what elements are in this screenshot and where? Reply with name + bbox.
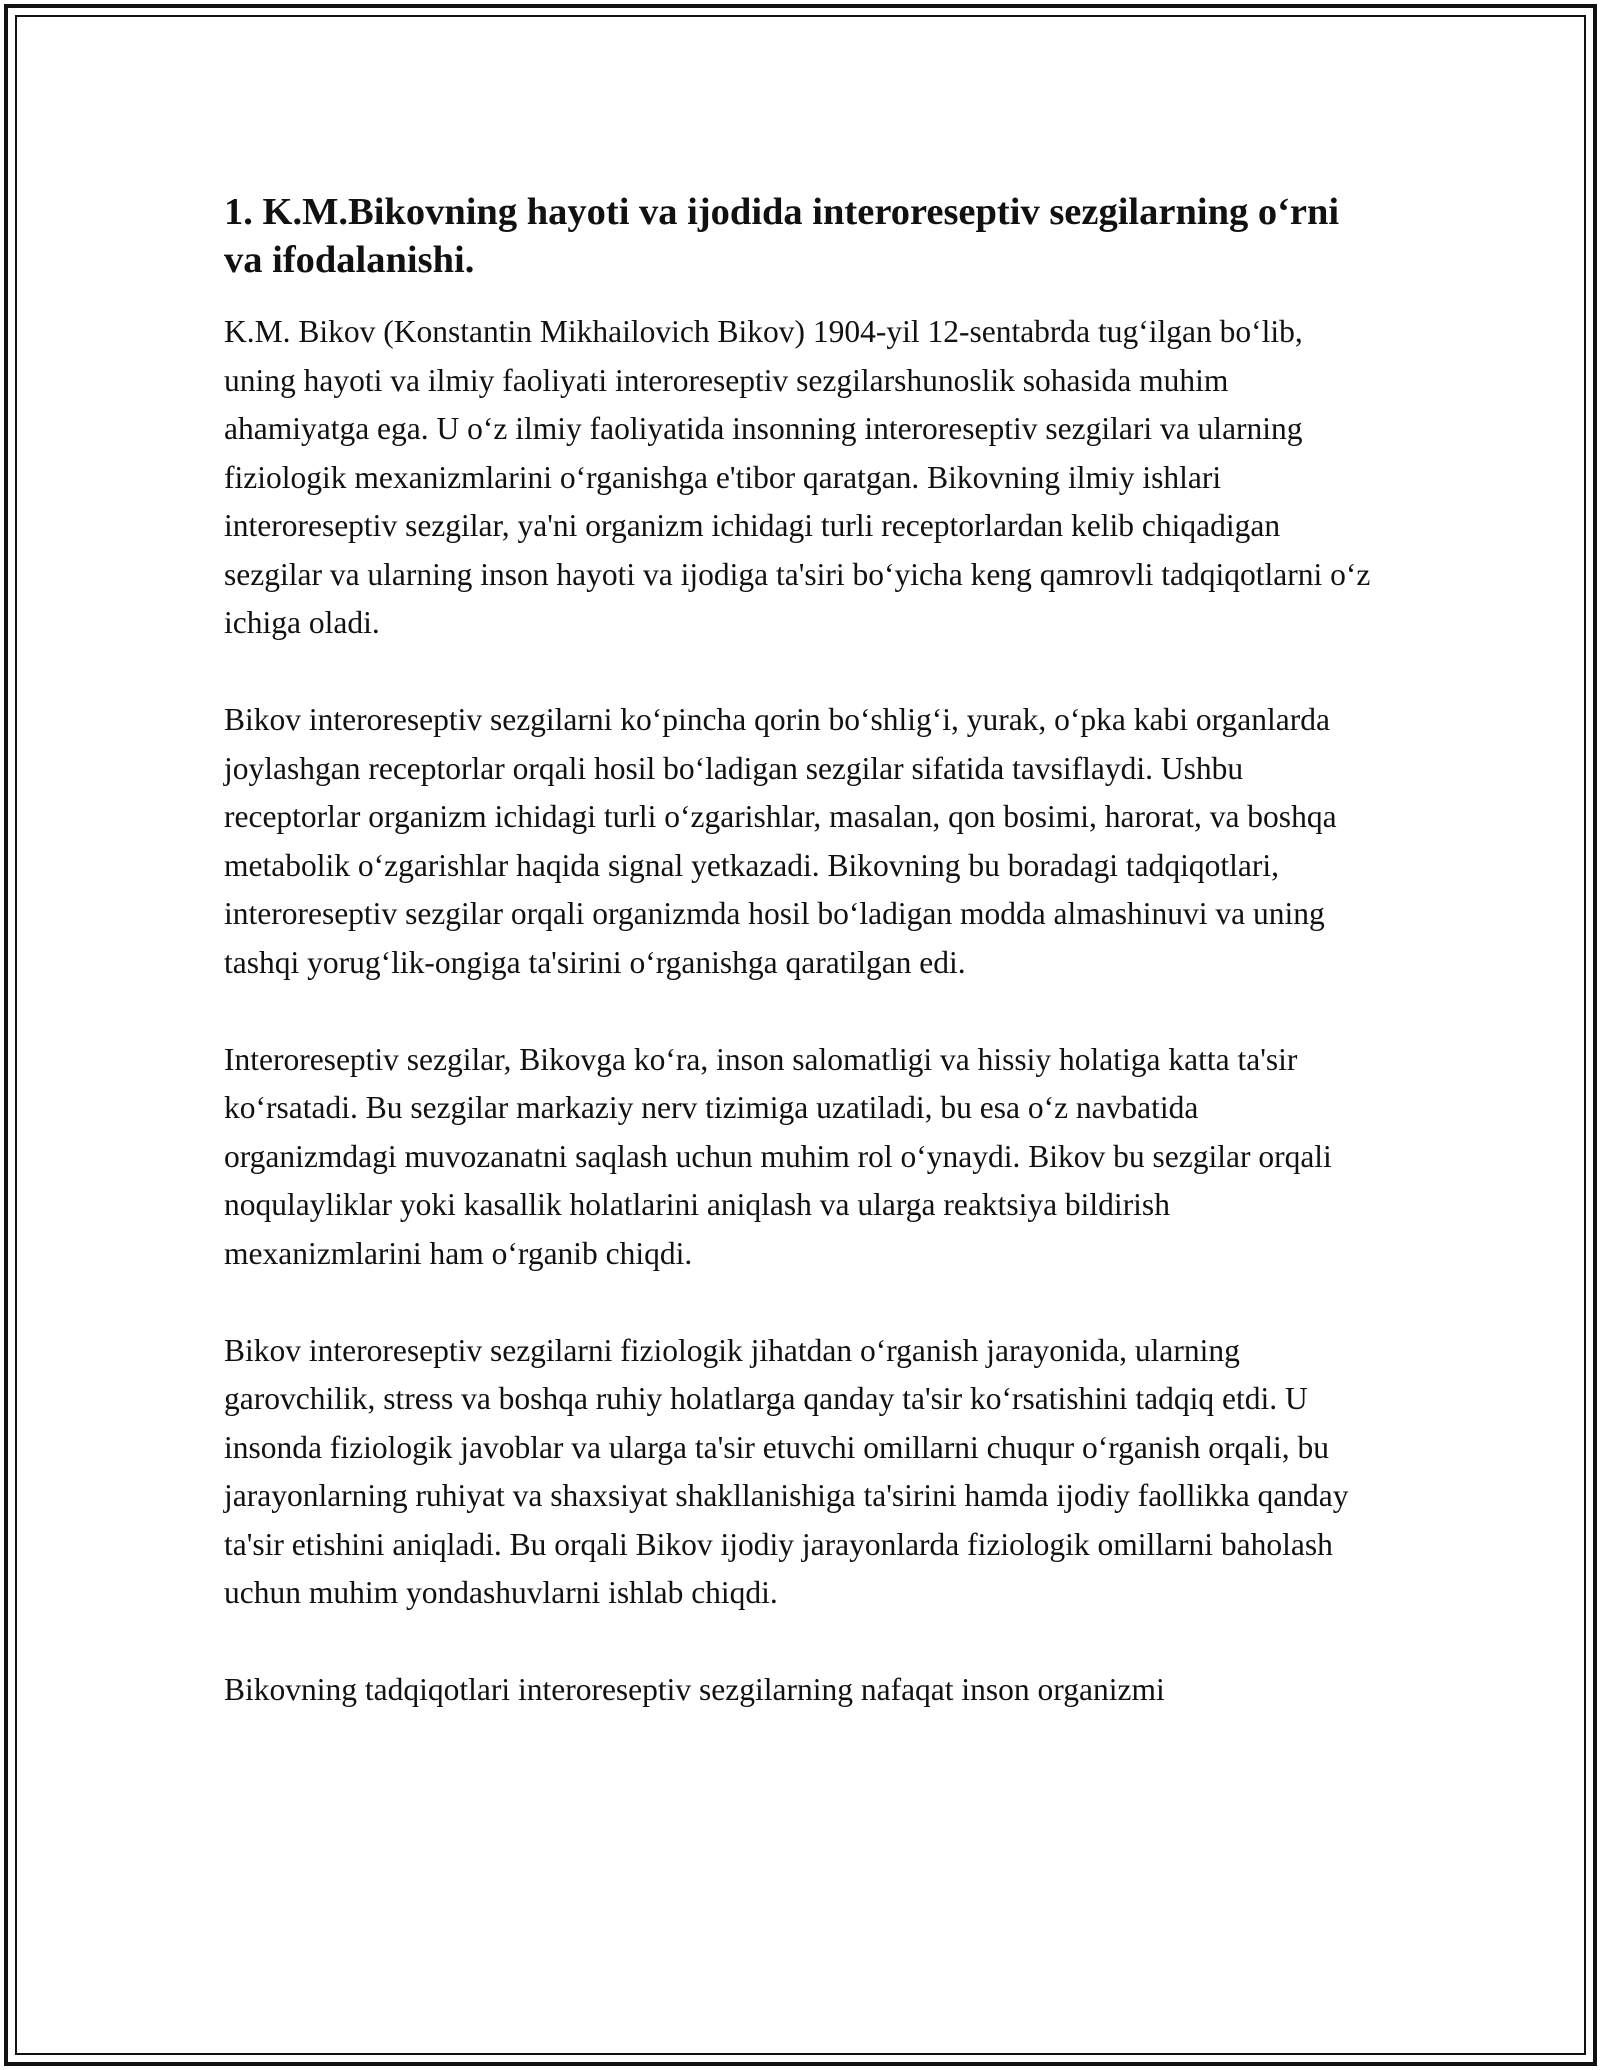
paragraph-2: Bikov interoreseptiv sezgilarni ko‘pincha qorin bo‘shlig‘i, yurak, o‘pka kabi organlarda joylashgan receptorlar orqali hosil bo‘ladigan sezgilar sifatida tavsiflaydi. Ushbu receptorlar organizm ichidagi turli o‘zgarishlar, masalan, qon bosimi, harorat, va boshqa metabolik o‘zgarishlar haqida signal yetkazadi. Bikovning bu boradagi tadqiqotlari, interoreseptiv sezgilar orqali organizmda hosil bo‘ladigan modda almashinuvi va uning tashqi yorug‘lik-ongiga ta'sirini o‘rganishga qaratilgan edi. <box>224 702 1337 980</box>
document-body <box>224 188 1374 1763</box>
paragraph-1: K.M. Bikov (Konstantin Mikhailovich Bikov) 1904-yil 12-sentabrda tug‘ilgan bo‘lib, uning hayoti va ilmiy faoliyati interoreseptiv sezgilarshunoslik sohasida muhim ahamiyatga ega. U o‘z ilmiy faoliyatida insonning interoreseptiv sezgilari va ularning fiziologik mexanizmlarini o‘rganishga e'tibor qaratgan. Bikovning ilmiy ishlari interoreseptiv sezgilar, ya'ni organizm ichidagi turli receptorlardan kelib chiqadigan sezgilar va ularning inson hayoti va ijodiga ta'siri bo‘yicha keng qamrovli tadqiqotlarni o‘z ichiga oladi. <box>224 314 1371 640</box>
paragraph-4: Bikov interoreseptiv sezgilarni fiziologik jihatdan o‘rganish jarayonida, ularning garovchilik, stress va boshqa ruhiy holatlarga qanday ta'sir ko‘rsatishini tadqiq etdi. U insonda fiziologik javoblar va ularga ta'sir etuvchi omillarni chuqur o‘rganish orqali, bu jarayonlarning ruhiyat va shaxsiyat shakllanishiga ta'sirini hamda ijodiy faollikka qanday ta'sir etishini aniqladi. Bu orqali Bikov ijodiy jarayonlarda fiziologik omillarni baholash uchun muhim yondashuvlarni ishlab chiqdi. <box>224 1332 1349 1610</box>
paragraph-5: Bikovning tadqiqotlari interoreseptiv sezgilarning nafaqat inson organizmi <box>224 1672 1165 1707</box>
paragraph-3: Interoreseptiv sezgilar, Bikovga ko‘ra, inson salomatligi va hissiy holatiga katta ta'sir ko‘rsatadi. Bu sezgilar markaziy nerv tizimiga uzatiladi, bu esa o‘z navbatida organizmdagi muvozanatni saqlash uchun muhim rol o‘ynaydi. Bikov bu sezgilar orqali noqulayliklar yoki kasallik holatlarini aniqlash va ularga reaktsiya bildirish mexanizmlarini ham o‘rganib chiqdi. <box>224 1041 1332 1271</box>
section-title: 1. K.M.Bikovning hayoti va ijodida interoreseptiv sezgilarning o‘rni va ifodalanishi. <box>224 191 1340 281</box>
